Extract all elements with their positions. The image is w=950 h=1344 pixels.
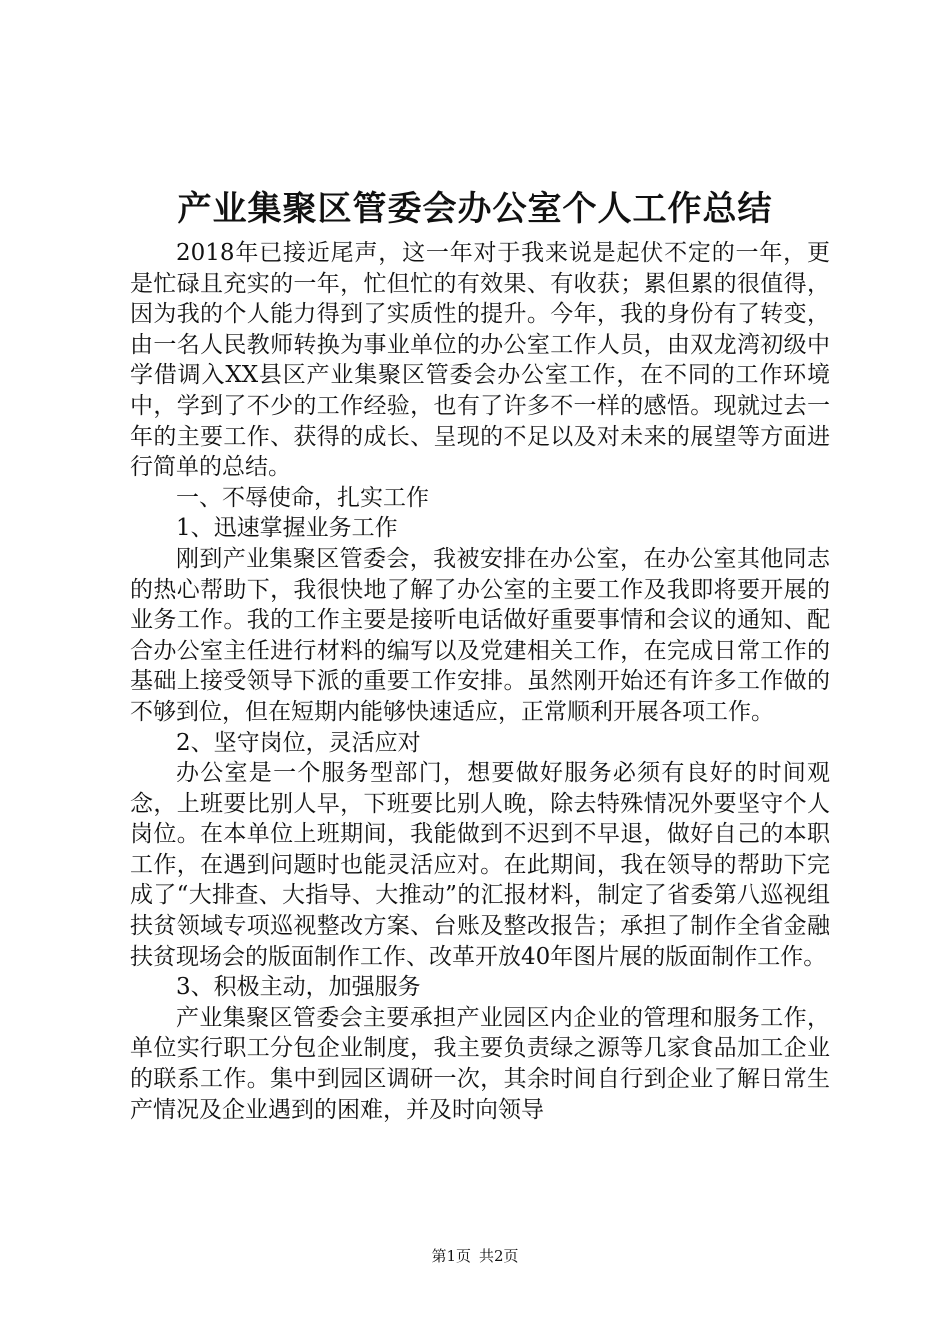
page-footer — [0, 1246, 950, 1266]
paragraph: 产业集聚区管委会主要承担产业园区内企业的管理和服务工作，单位实行职工分包企业制度，我主要负责绿之源等几家食品加工企业的联系工作。集中到园区调研一次，其余时间自行到企业了解日常生产情况及企业遇到的困难，并及时向领导 — [130, 1004, 830, 1123]
document-body — [130, 238, 830, 1125]
paragraph: 刚到产业集聚区管委会，我被安排在办公室，在办公室其他同志的热心帮助下，我很快地了解了办公室的主要工作及我即将要开展的业务工作。我的工作主要是接听电话做好重要事情和会议的通知、配合办公室主任进行材料的编写以及党建相关工作，在完成日常工作的基础上接受领导下派的重要工作安排。虽然刚开始还有许多工作做的不够到位，但在短期内能够快速适应，正常顺利开展各项工作。 — [130, 545, 830, 725]
paragraph: 办公室是一个服务型部门，想要做好服务必须有良好的时间观念，上班要比别人早，下班要比别人晚，除去特殊情况外要坚守个人岗位。在本单位上班期间，我能做到不迟到不早退，做好自己的本职工作，在遇到问题时也能灵活应对。在此期间，我在领导的帮助下完成了“大排查、大指导、大推动”的汇报材料，制定了省委第八巡视组扶贫领域专项巡视整改方案、台账及整改报告；承担了制作全省金融扶贫现场会的版面制作工作、改革开放40年图片展的版面制作工作。 — [130, 760, 830, 970]
document-title: 产业集聚区管委会办公室个人工作总结 — [177, 189, 773, 229]
page-number: 第1页 — [431, 1247, 471, 1265]
paragraph-intro: 2018年已接近尾声，这一年对于我来说是起伏不定的一年，更是忙碌且充实的一年，忙但忙的有效果、有收获；累但累的很值得，因为我的个人能力得到了实质性的提升。今年，我的身份有了转变，由一名人民教师转换为事业单位的办公室工作人员，由双龙湾初级中学借调入XX县区产业集聚区管委会办公室工作，在不同的工作环境中，学到了不少的工作经验，也有了许多不一样的感悟。现就过去一年的主要工作、获得的成长、呈现的不足以及对未来的展望等方面进行简单的总结。 — [130, 240, 830, 481]
subsection-heading: 2、坚守岗位，灵活应对 — [176, 729, 421, 756]
page-total: 共2页 — [479, 1247, 519, 1265]
section-heading: 一、不辱使命，扎实工作 — [176, 484, 429, 511]
subsection-heading: 3、积极主动，加强服务 — [176, 974, 421, 1001]
subsection-heading: 1、迅速掌握业务工作 — [176, 515, 398, 542]
